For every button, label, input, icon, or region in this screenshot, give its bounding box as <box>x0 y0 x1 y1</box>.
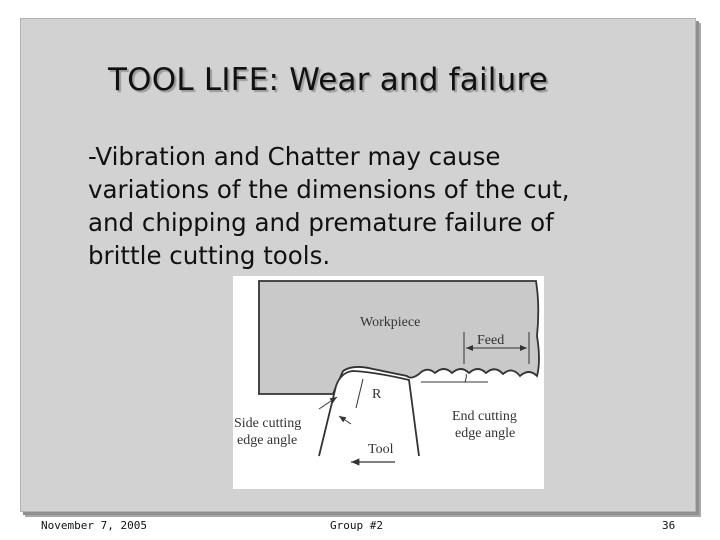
slide-body <box>88 140 568 272</box>
tool-label: Tool <box>368 442 394 457</box>
side-angle-label-line1: Side cutting <box>234 416 302 431</box>
side-angle-label-line2: edge angle <box>237 433 298 448</box>
end-angle-label-line1: End cutting <box>452 409 517 424</box>
slide-title: TOOL LIFE: Wear and failure <box>108 62 548 98</box>
footer-group: Group #2 <box>330 519 383 532</box>
footer-page-number: 36 <box>662 519 676 532</box>
body-line: -Vibration and Chatter may cause <box>88 142 501 171</box>
radius-label: R <box>372 387 382 402</box>
body-line: variations of the dimensions of the cut, <box>88 175 570 204</box>
body-line: brittle cutting tools. <box>88 241 331 270</box>
cutting-tool-diagram <box>233 276 544 489</box>
workpiece-label: Workpiece <box>360 315 421 330</box>
end-angle-label-line2: edge angle <box>455 426 516 441</box>
footer-date: November 7, 2005 <box>41 519 147 532</box>
diagram-svg <box>233 276 544 489</box>
body-line: and chipping and premature failure of <box>88 208 554 237</box>
feed-label: Feed <box>477 333 505 348</box>
